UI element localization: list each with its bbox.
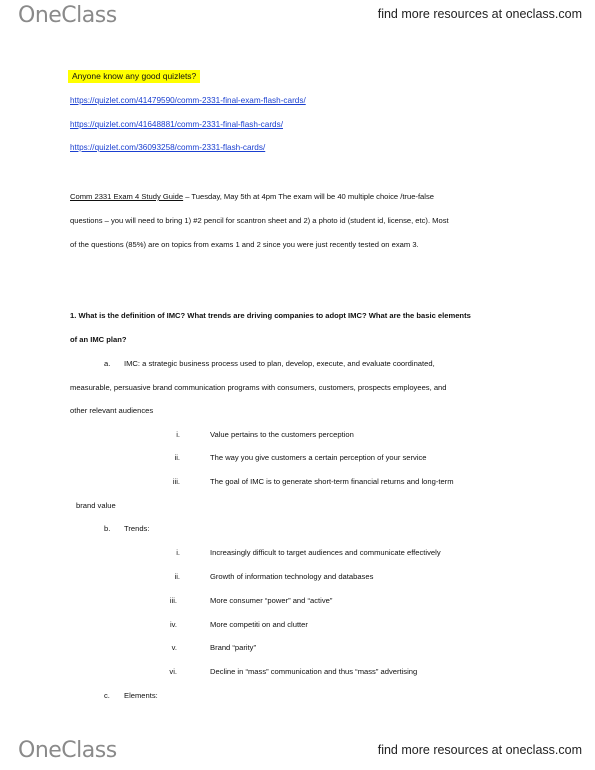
section-b-item-6: Decline in “mass” communication and thus “mass” advertising <box>210 667 418 676</box>
intro-line-1-rest: – Tuesday, May 5th at 4pm The exam will be 40 multiple choice /true-false <box>183 192 434 201</box>
section-b-item-6-num: vi. <box>169 667 177 676</box>
section-b-item-3: More consumer “power” and “active” <box>210 596 333 605</box>
section-b-item-2-num: ii. <box>174 572 180 581</box>
section-a-marker: a. <box>104 359 111 368</box>
section-a-item-1: Value pertains to the customers perception <box>210 430 354 439</box>
section-a-line-1: IMC: a strategic business process used to plan, develop, execute, and evaluate coordinated, <box>124 359 435 368</box>
header-tagline[interactable]: find more resources at oneclass.com <box>377 7 582 21</box>
section-b-item-2: Growth of information technology and databases <box>210 572 374 581</box>
section-b-item-4: More competiti on and clutter <box>210 620 308 629</box>
section-b-item-5-num: v. <box>171 643 177 652</box>
question-1-line-1: 1. What is the definition of IMC? What trends are driving companies to adopt IMC? What are the basic elements <box>70 311 471 320</box>
highlighted-question: Anyone know any good quizlets? <box>68 70 200 83</box>
section-c-marker: c. <box>104 691 110 700</box>
section-a-item-1-num: i. <box>176 430 180 439</box>
section-b-item-1-num: i. <box>176 548 180 557</box>
oneclass-logo-footer: OneClass <box>18 738 117 763</box>
section-a-line-3: other relevant audiences <box>70 406 154 415</box>
footer-tagline[interactable]: find more resources at oneclass.com <box>377 743 582 757</box>
section-b-marker: b. <box>104 524 111 533</box>
study-guide-title: Comm 2331 Exam 4 Study Guide <box>70 192 184 201</box>
intro-line-3: of the questions (85%) are on topics from exams 1 and 2 since you were just recently tested on exam 3. <box>70 240 419 249</box>
section-b-item-4-num: iv. <box>169 620 177 629</box>
oneclass-logo: OneClass <box>18 3 117 28</box>
section-b-label: Trends: <box>124 524 150 533</box>
quizlet-link-2[interactable]: https://quizlet.com/41648881/comm-2331-final-flash-cards/ <box>70 120 283 129</box>
question-1-line-2: of an IMC plan? <box>70 335 127 344</box>
section-b-item-3-num: iii. <box>169 596 177 605</box>
section-a-item-3-num: iii. <box>172 477 180 486</box>
intro-line-2: questions – you will need to bring 1) #2 pencil for scantron sheet and 2) a photo id (student id, license, etc). Most <box>70 216 449 225</box>
section-a-line-2: measurable, persuasive brand communication programs with consumers, customers, prospects employees, and <box>70 383 447 392</box>
intro-line-1 <box>70 192 434 201</box>
section-a-item-3: The goal of IMC is to generate short-term financial returns and long-term <box>210 477 454 486</box>
section-a-item-2-num: ii. <box>174 453 180 462</box>
section-a-continuation: brand value <box>76 501 116 510</box>
quizlet-link-3[interactable]: https://quizlet.com/36093258/comm-2331-flash-cards/ <box>70 143 266 152</box>
section-c-label: Elements: <box>124 691 158 700</box>
section-b-item-5: Brand “parity” <box>210 643 257 652</box>
quizlet-link-1[interactable]: https://quizlet.com/41479590/comm-2331-final-exam-flash-cards/ <box>70 96 306 105</box>
section-b-item-1: Increasingly difficult to target audiences and communicate effectively <box>210 548 441 557</box>
section-a-item-2: The way you give customers a certain perception of your service <box>210 453 427 462</box>
